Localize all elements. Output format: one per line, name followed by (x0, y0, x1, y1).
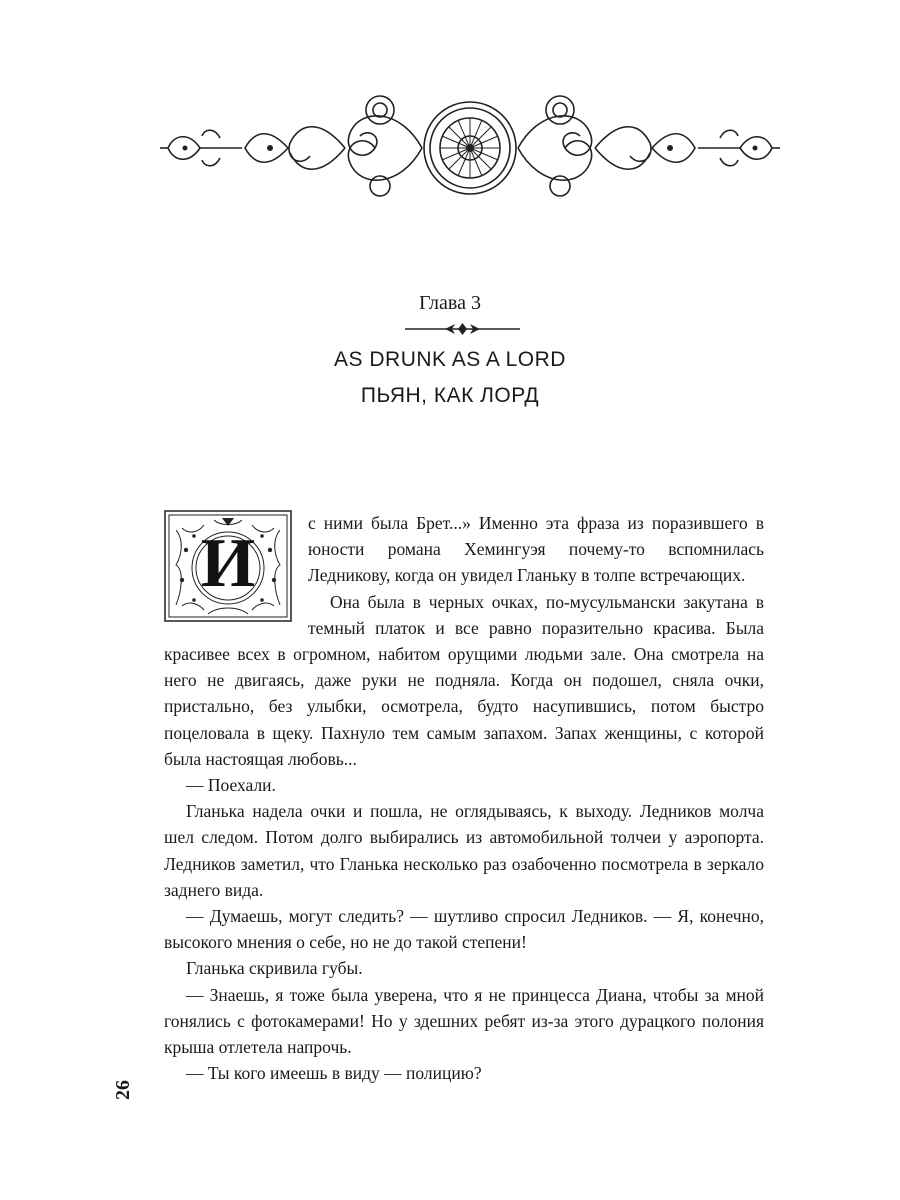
chapter-title-russian: ПЬЯН, КАК ЛОРД (360, 384, 540, 407)
paragraph-2: Она была в черных очках, по-мусульмански закутана в темный платок и все равно поразительно красива. Была красивее всех в огромном, набитом орущими людьми зале. Она смотрела на него не двигаясь, даже руки не подняла. Когда он подошел, сняла очки, пристально, без улыбки, осмотрела, будто насупившись, потом быстро поцеловала в щеку. Пахнуло тем самым запахом. Запах женщины, с которой была настоящая любовь... (164, 591, 764, 769)
paragraph-3: — Поехали. (186, 775, 276, 796)
body-text (164, 510, 764, 1086)
paragraph-1: с ними была Брет...» Именно эта фраза из поразившего в юности романа Хемингуэя почему-то вспомнилась Ледникову, когда он увидел Гланьку в толпе встречающих. (308, 513, 764, 586)
chapter-label: Глава 3 (419, 292, 481, 314)
paragraph-5: — Думаешь, могут следить? — шутливо спросил Ледников. — Я, конечно, высокого мнения о себе, но не до такой степени! (164, 906, 764, 953)
paragraph-7: — Знаешь, я тоже была уверена, что я не принцесса Диана, чтобы за мной гонялись с фотокамерами! Но у здешних ребят из-за этого дурацкого полония крыша отлетела напрочь. (164, 984, 764, 1058)
paragraph-8: — Ты кого имеешь в виду — полицию? (186, 1063, 482, 1084)
paragraph-4: Гланька надела очки и пошла, не оглядываясь, к выходу. Ледников молча шел следом. Потом долго выбирались из автомобильной толчеи у аэропорта. Ледников заметил, что Гланька несколько раз озабоченно посмотрела в зеркало заднего вида. (164, 801, 764, 900)
paragraph-6: Гланька скривила губы. (186, 958, 363, 979)
baroque-scroll-ornament-icon (160, 88, 780, 208)
arrow-rule-icon (405, 320, 520, 338)
chapter-title-english: AS DRUNK AS A LORD (334, 348, 566, 371)
page-number: 26 (112, 1080, 134, 1100)
drop-cap (164, 510, 292, 622)
drop-cap-letter: И (200, 525, 256, 602)
